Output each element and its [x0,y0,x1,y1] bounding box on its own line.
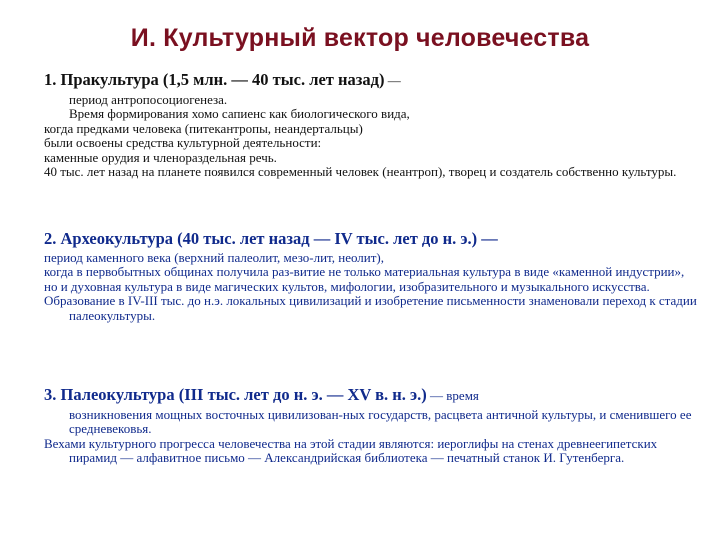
text-line: но и духовная культура в виде магических культов, мифологии, изобразительного и музыкального искусства. [44,278,650,294]
text-line: каменные орудия и членораздельная речь. [44,149,277,165]
section-heading-tail: — время [426,388,479,403]
page-title: И. Культурный вектор человечества [130,24,590,52]
section-heading [44,385,704,406]
text-line: Время формирования хомо сапиенс как биологического вида, [69,106,410,122]
text-line: Вехами культурного прогресса человечества на этой стадии являются: иероглифы на стенах древнеегипетских пирамид — алфавитное письмо — Александрийская библиотека — печатный станок И. Гутенберга. [44,435,658,466]
text-line: возникновения мощных восточных цивилизован-ных государств, расцвета античной культуры, и сменившего ее средневековья. [69,407,692,437]
section-heading [44,70,704,91]
section-arheokultura [44,229,704,323]
section-paleokultura [44,385,704,466]
section-heading-tail: — [384,73,401,88]
text-line: период каменного века (верхний палеолит, мезо-лит, неолит), [44,250,385,265]
section-prakultura [44,70,704,179]
text-line: период антропосоциогенеза. [69,92,228,107]
section-heading-text: 3. Палеокультура (III тыс. лет до н. э. — XV в. н. э.) [44,385,427,404]
section-heading-text: 1. Пракультура (1,5 млн. — 40 тыс. лет назад) [44,70,385,89]
text-line: когда в первобытных общинах получила раз-витие не только материальная культура в виде «каменной индустрии», [44,264,685,280]
text-line: когда предками человека (питекантропы, неандертальцы) [44,120,363,136]
text-line: были освоены средства культурной деятельности: [44,135,322,151]
text-line: Образование в IV-III тыс. до н.э. локальных цивилизаций и изобретение письменности знаменовали переход к стадии палеокультуры. [44,293,697,323]
text-line: 40 тыс. лет назад на планете появился современный человек (неантроп), творец и создатель собственно культуры. [44,164,677,180]
section-heading: 2. Археокультура (40 тыс. лет назад — IV тыс. лет до н. э.) — [44,229,498,248]
